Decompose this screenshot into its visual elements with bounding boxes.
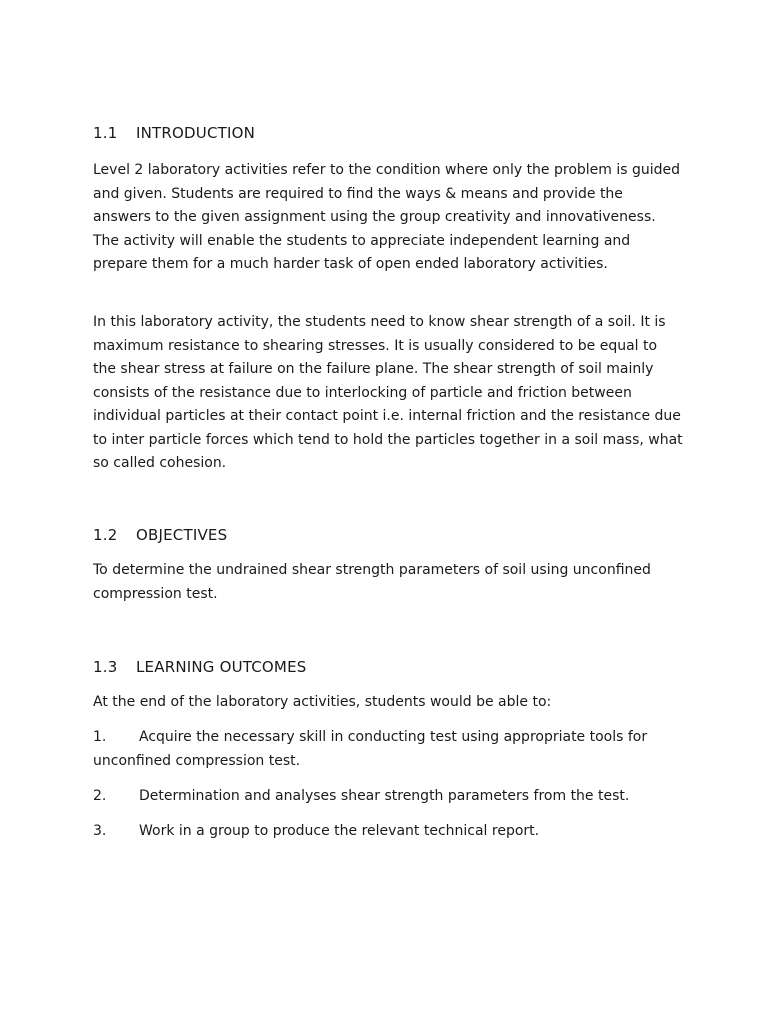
learning-outcomes-heading-number: 1.3 [93,658,118,676]
learning-outcome-number: 3. [93,823,107,839]
learning-outcome-item [93,726,683,773]
introduction-heading [93,122,255,144]
objectives-heading [93,524,227,546]
introduction-paragraph-1: Level 2 laboratory activities refer to the condition where only the problem is guided and given. Students are required to find the ways & means and provide the answers to the given assignment using the group creativity and innovativeness. The activity will enable the students to appreciate independent learning and prepare them for a much harder task of open ended laboratory activities. [93,162,681,272]
learning-outcome-number: 1. [93,729,107,745]
introduction-heading-number: 1.1 [93,124,118,142]
learning-outcome-item [93,785,629,809]
learning-outcome-item [93,820,539,844]
learning-outcomes-intro: At the end of the laboratory activities, students would be able to: [93,694,552,710]
learning-outcomes-heading [93,656,306,678]
introduction-heading-title: INTRODUCTION [136,124,256,142]
objectives-paragraph: To determine the undrained shear strength parameters of soil using unconfined compression test. [93,562,651,602]
introduction-paragraph-2: In this laboratory activity, the students need to know shear strength of a soil. It is maximum resistance to shearing stresses. It is usually considered to be equal to the shear stress at failure on the failure plane. The shear strength of soil mainly consists of the resistance due to interlocking of particle and friction between individual particles at their contact point i.e. internal friction and the resistance due to inter particle forces which tend to hold the particles together in a soil mass, what so called cohesion. [93,314,683,471]
learning-outcomes-heading-title: LEARNING OUTCOMES [136,658,307,676]
learning-outcome-text: Work in a group to produce the relevant technical report. [139,823,540,839]
objectives-heading-title: OBJECTIVES [136,526,228,544]
learning-outcome-text: Acquire the necessary skill in conducting test using appropriate tools for unconfined compression test. [93,729,648,769]
objectives-heading-number: 1.2 [93,526,118,544]
learning-outcome-text: Determination and analyses shear strength parameters from the test. [139,788,630,804]
learning-outcome-number: 2. [93,788,107,804]
